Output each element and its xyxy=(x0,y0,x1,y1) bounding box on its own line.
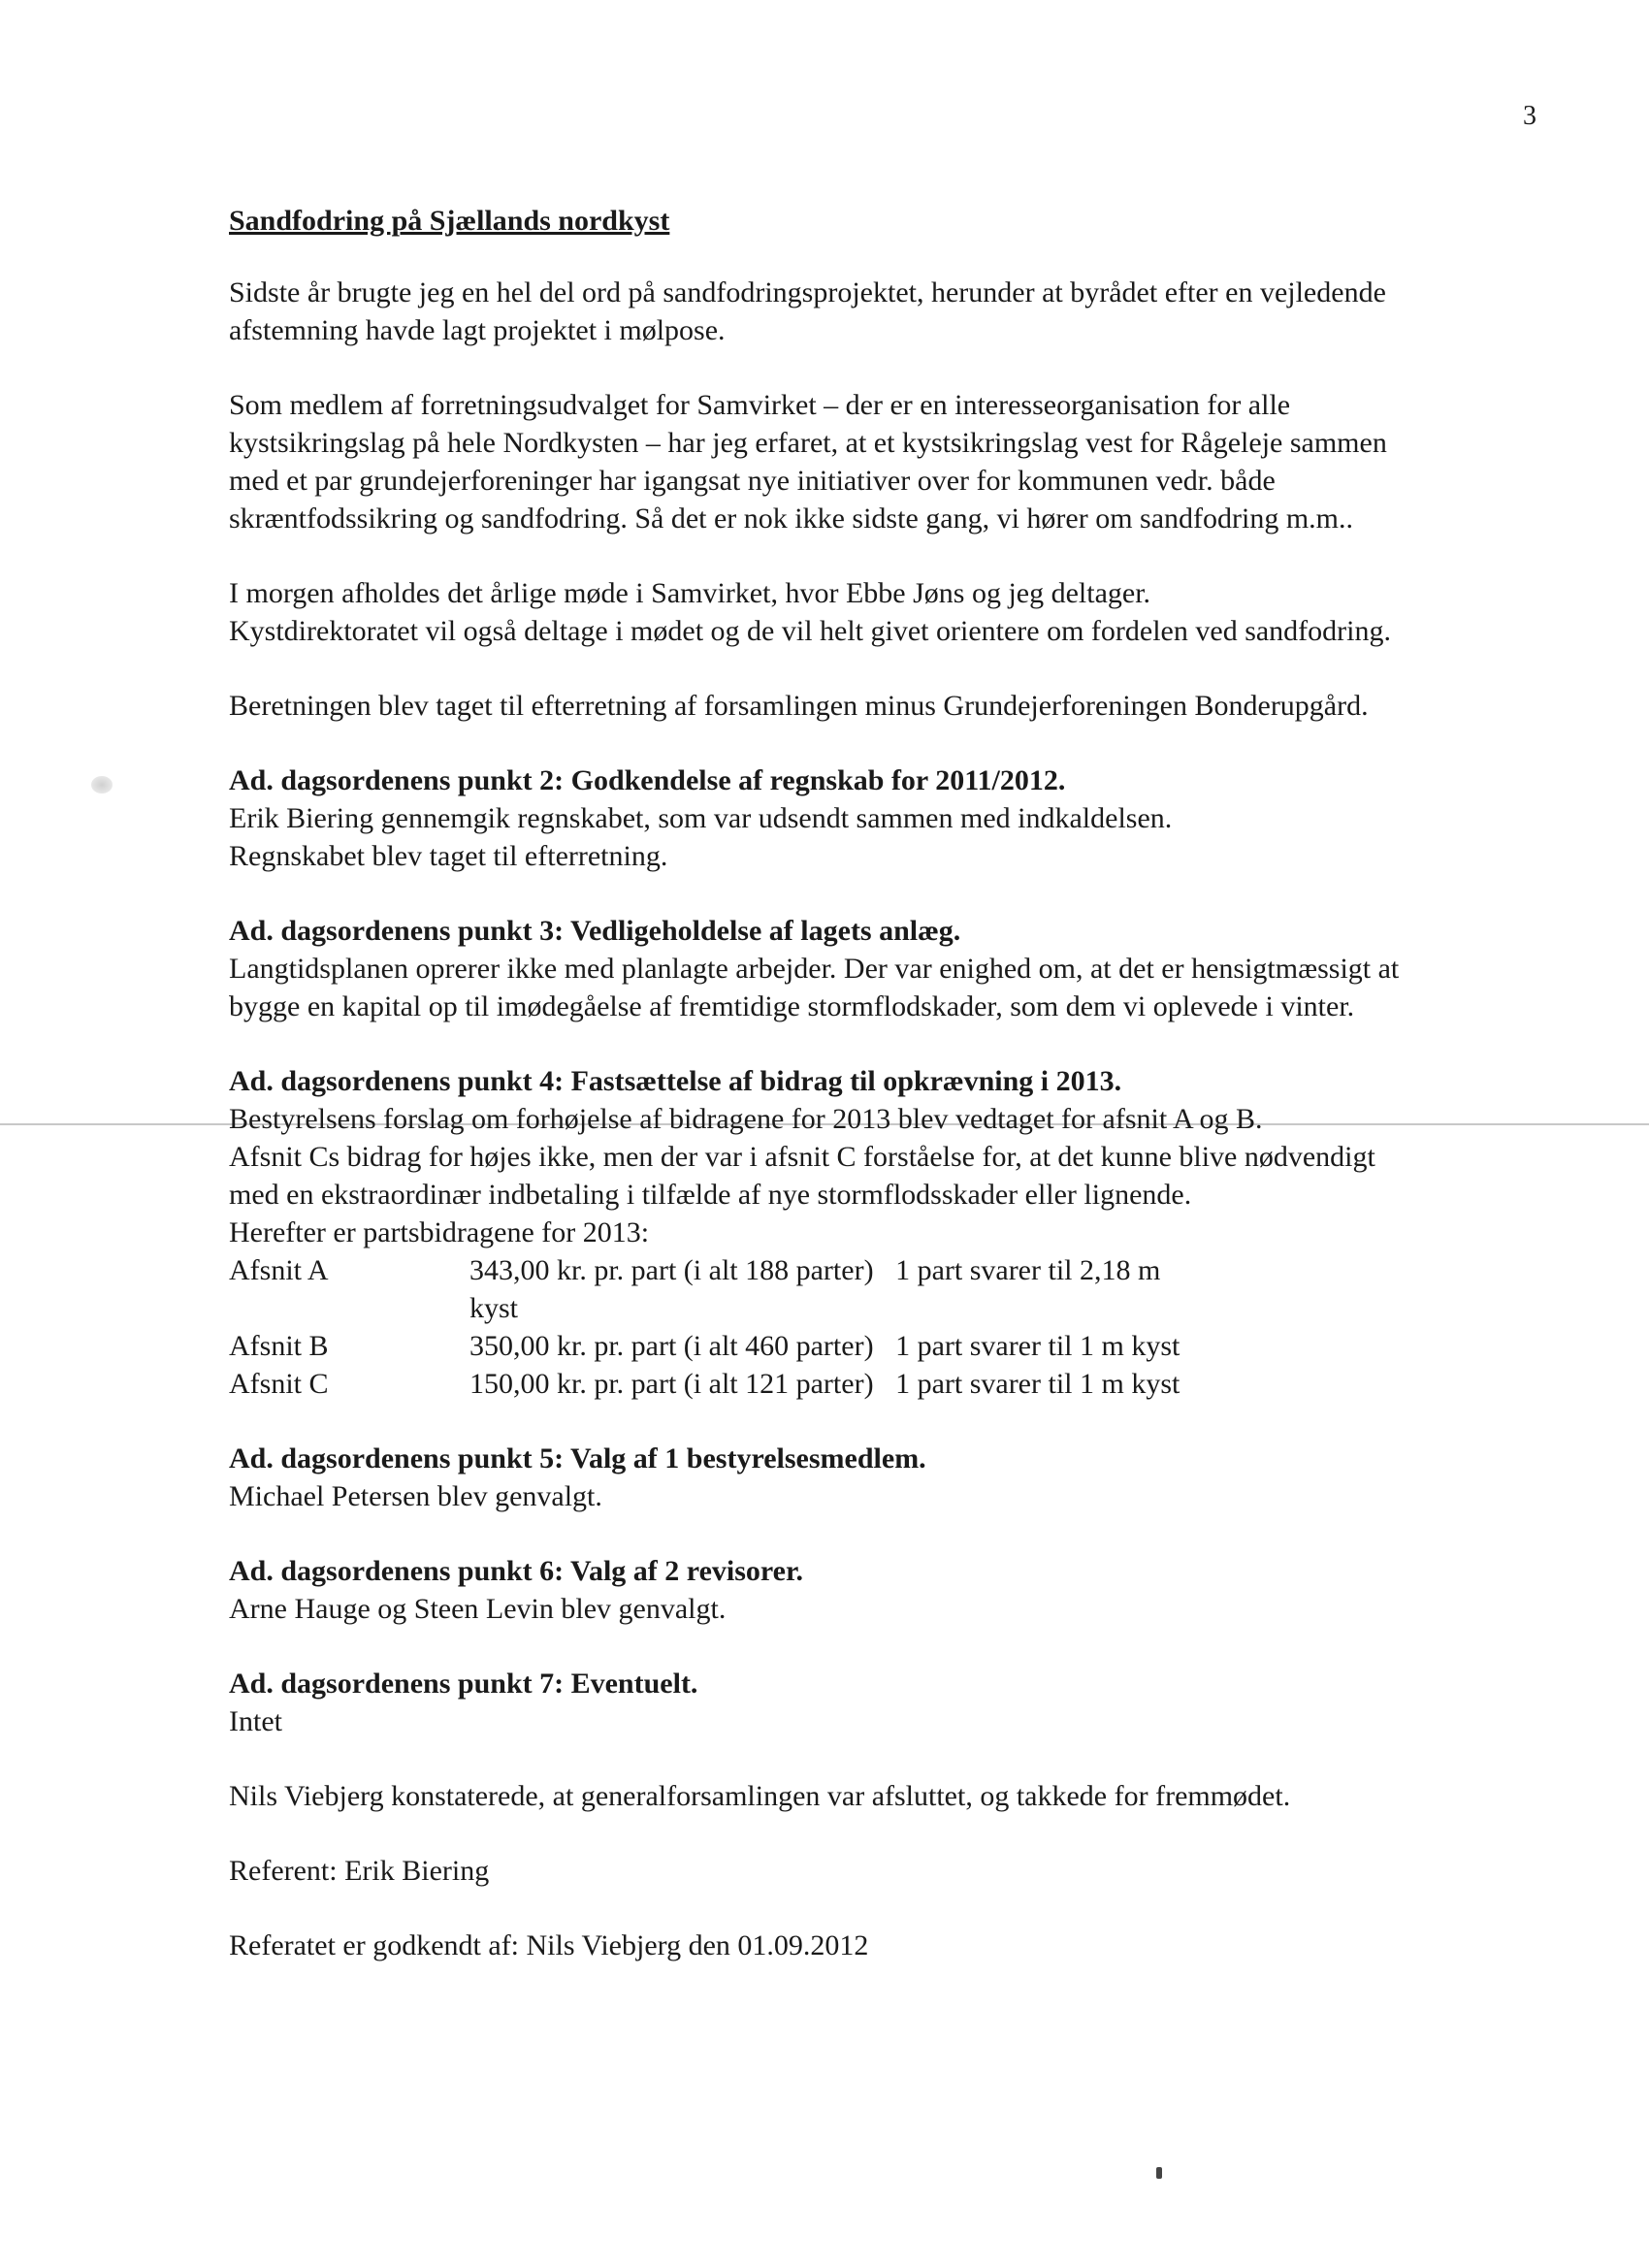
agenda-item-7 xyxy=(229,1665,1568,1740)
text-line: afstemning havde lagt projektet i mølpose. xyxy=(229,314,726,346)
paragraph-intro-1 xyxy=(229,274,1568,349)
section-heading: Ad. dagsordenens punkt 5: Valg af 1 bestyrelsesmedlem. xyxy=(229,1442,926,1474)
text-line: kystsikringslag på hele Nordkysten – har jeg erfaret, at et kystsikringslag vest for Rågeleje sammen xyxy=(229,427,1387,459)
text-line: Erik Biering gennemgik regnskabet, som var udsendt sammen med indkaldelsen. xyxy=(229,802,1173,834)
approval-line: Referatet er godkendt af: Nils Viebjerg den 01.09.2012 xyxy=(229,1929,869,1961)
section-heading: Ad. dagsordenens punkt 7: Eventuelt. xyxy=(229,1668,698,1700)
text-line: Arne Hauge og Steen Levin blev genvalgt. xyxy=(229,1593,727,1625)
text-line: Michael Petersen blev genvalgt. xyxy=(229,1480,602,1512)
fee-amount xyxy=(469,1365,1189,1403)
table-row xyxy=(229,1251,1189,1327)
page-number: 3 xyxy=(1523,101,1536,131)
fee-section: Afsnit C xyxy=(229,1368,329,1400)
text-line: med et par grundejerforeninger har igangsat nye initiativer over for kommunen vedr. både xyxy=(229,465,1276,497)
fee-amount-text: 343,00 kr. pr. part (i alt 188 parter) xyxy=(469,1254,874,1286)
closing-paragraph: Nils Viebjerg konstaterede, at generalforsamlingen var afsluttet, og takkede for fremmødet. xyxy=(229,1780,1291,1812)
section-heading: Ad. dagsordenens punkt 2: Godkendelse af regnskab for 2011/2012. xyxy=(229,764,1066,796)
text-line: I morgen afholdes det årlige møde i Samvirket, hvor Ebbe Jøns og jeg deltager. xyxy=(229,577,1151,609)
table-row xyxy=(229,1365,1189,1403)
agenda-item-4 xyxy=(229,1062,1568,1403)
fee-amount xyxy=(469,1327,1189,1365)
text-line: Herefter er partsbidragene for 2013: xyxy=(229,1216,650,1248)
text-line: Afsnit Cs bidrag for højes ikke, men der var i afsnit C forståelse for, at det kunne blive nødvendigt xyxy=(229,1141,1375,1173)
agenda-item-6 xyxy=(229,1552,1568,1628)
section-heading: Ad. dagsordenens punkt 4: Fastsættelse af bidrag til opkrævning i 2013. xyxy=(229,1065,1122,1097)
fee-amount-text: 150,00 kr. pr. part (i alt 121 parter) xyxy=(469,1368,874,1400)
fee-coast-text: 1 part svarer til 1 m kyst xyxy=(895,1368,1180,1400)
text-line: Beretningen blev taget til efterretning af forsamlingen minus Grundejerforeningen Bonderupgård. xyxy=(229,690,1369,722)
text-line: Bestyrelsens forslag om forhøjelse af bidragene for 2013 blev vedtaget for afsnit A og B. xyxy=(229,1103,1263,1135)
table-row xyxy=(229,1327,1189,1365)
text-line: bygge en kapital op til imødegåelse af fremtidige stormflodskader, som dem vi oplevede i vinter. xyxy=(229,990,1355,1022)
document-body xyxy=(229,202,1568,2001)
text-line: Regnskabet blev taget til efterretning. xyxy=(229,840,668,872)
page-title: Sandfodring på Sjællands nordkyst xyxy=(229,205,670,237)
fee-section: Afsnit A xyxy=(229,1254,329,1286)
text-line: med en ekstraordinær indbetaling i tilfælde af nye stormflodsskader eller lignende. xyxy=(229,1179,1192,1211)
paragraph-intro-4 xyxy=(229,687,1568,725)
section-heading: Ad. dagsordenens punkt 6: Valg af 2 revisorer. xyxy=(229,1555,804,1587)
fee-table xyxy=(229,1251,1189,1403)
agenda-item-5 xyxy=(229,1440,1568,1515)
fee-section: Afsnit B xyxy=(229,1330,329,1362)
fee-amount-text: 350,00 kr. pr. part (i alt 460 parter) xyxy=(469,1330,874,1362)
scan-speck xyxy=(1156,2167,1162,2179)
paragraph-intro-2 xyxy=(229,386,1568,537)
fee-amount xyxy=(469,1251,1189,1327)
agenda-item-3 xyxy=(229,912,1568,1025)
text-line: Sidste år brugte jeg en hel del ord på sandfodringsprojektet, herunder at byrådet efter en vejledende xyxy=(229,276,1386,308)
text-line: Intet xyxy=(229,1705,282,1737)
text-line: skræntfodssikring og sandfodring. Så det er nok ikke sidste gang, vi hører om sandfodring m.m.. xyxy=(229,502,1354,535)
section-heading: Ad. dagsordenens punkt 3: Vedligeholdelse af lagets anlæg. xyxy=(229,915,961,947)
agenda-item-2 xyxy=(229,761,1568,875)
text-line: Som medlem af forretningsudvalget for Samvirket – der er en interesseorganisation for alle xyxy=(229,389,1291,421)
text-line: Langtidsplanen oprerer ikke med planlagte arbejder. Der var enighed om, at det er hensigtmæssigt at xyxy=(229,953,1400,985)
fee-coast-text: 1 part svarer til 2,18 m kyst xyxy=(469,1254,1161,1324)
fee-coast-text: 1 part svarer til 1 m kyst xyxy=(895,1330,1180,1362)
scan-smudge xyxy=(91,776,113,794)
referent-line: Referent: Erik Biering xyxy=(229,1855,490,1887)
paragraph-intro-3 xyxy=(229,574,1568,650)
text-line: Kystdirektoratet vil også deltage i mødet og de vil helt givet orientere om fordelen ved sandfodring. xyxy=(229,615,1391,647)
